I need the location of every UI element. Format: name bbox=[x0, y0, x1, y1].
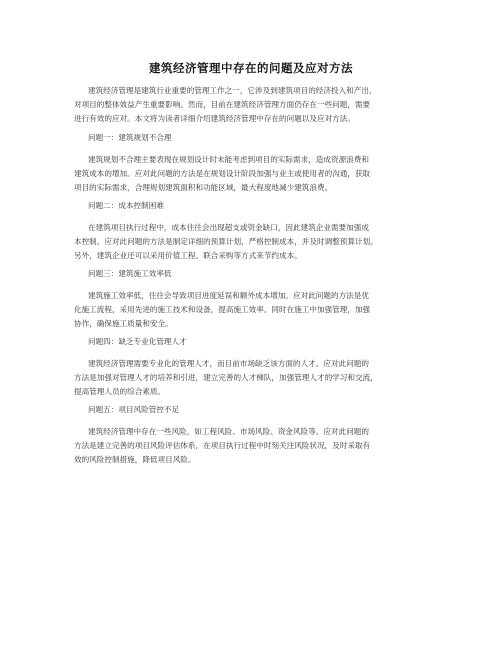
paragraph-line: 建筑成本的增加。应对此问题的方法是在规划设计阶段加强与业主或使用者的沟通，获取 bbox=[74, 169, 371, 178]
section-heading: 问题三：建筑施工效率低 bbox=[88, 269, 172, 278]
section-heading: 问题二：成本控制困难 bbox=[88, 201, 164, 210]
paragraph-line: 在建筑项目执行过程中，成本往往会出现超支或资金缺口，因此建筑企业需要加强成 bbox=[88, 223, 369, 232]
section-4-body bbox=[74, 357, 444, 399]
paragraph-line: 建筑施工效率低，往往会导致项目进度延误和额外成本增加。应对此问题的方法是优 bbox=[88, 291, 369, 300]
paragraph-line: 建筑经济管理是建筑行业重要的管理工作之一，它涉及到建筑项目的经济投入和产出， bbox=[88, 86, 377, 95]
paragraph-line: 本控制。应对此问题的方法是制定详细的预算计划，严格控制成本，并及时调整预算计划。 bbox=[74, 237, 378, 246]
paragraph-line: 协作，确保施工质量和安全。 bbox=[74, 319, 173, 328]
section-3-body bbox=[74, 289, 444, 331]
section-3 bbox=[74, 267, 444, 281]
paragraph-line: 建筑经济管理需要专业化的管理人才，而目前市场缺乏该方面的人才。应对此问题的 bbox=[88, 359, 369, 368]
section-5 bbox=[74, 403, 444, 417]
paragraph-line: 另外，建筑企业还可以采用价值工程、联合采购等方式来节约成本。 bbox=[74, 251, 302, 260]
paragraph-line: 建筑经济管理中存在一些风险，如工程风险、市场风险、资金风险等。应对此问题的 bbox=[88, 427, 369, 436]
paragraph-line: 提高管理人员的综合素质。 bbox=[74, 387, 166, 396]
document-title: 建筑经济管理中存在的问题及应对方法 bbox=[149, 61, 353, 75]
section-2-body bbox=[74, 221, 444, 263]
paragraph-line: 化施工流程，采用先进的施工技术和设备，提高施工效率。同时在施工中加强管理，加强 bbox=[74, 305, 371, 314]
section-2 bbox=[74, 199, 444, 213]
paragraph-line: 建筑规划不合理主要表现在规划设计时未能考虑到项目的实际需求，造成资源浪费和 bbox=[88, 155, 369, 164]
section-heading: 问题四：缺乏专业化管理人才 bbox=[88, 337, 187, 346]
section-1 bbox=[74, 131, 444, 145]
section-1-body bbox=[74, 153, 444, 195]
paragraph-line: 进行有效的应对。本文将为读者详细介绍建筑经济管理中存在的问题以及应对方法。 bbox=[74, 114, 355, 123]
paragraph-line: 对项目的整体效益产生重要影响。然而，目前在建筑经济管理方面仍存在一些问题，需要 bbox=[74, 100, 371, 109]
intro-paragraph bbox=[74, 84, 444, 126]
section-heading: 问题一：建筑规划不合理 bbox=[88, 133, 172, 142]
paragraph-line: 方法是建立完善的项目风险评估体系，在项目执行过程中时刻关注风险状况，及时采取有 bbox=[74, 441, 371, 450]
section-5-body bbox=[74, 425, 444, 467]
section-4 bbox=[74, 335, 444, 349]
section-heading: 问题五：项目风险管控不足 bbox=[88, 405, 180, 414]
paragraph-line: 项目的实际需求，合理规划建筑面积和功能区域，最大程度地减少建筑浪费。 bbox=[74, 183, 333, 192]
paragraph-line: 效的风险控制措施，降低项目风险。 bbox=[74, 455, 196, 464]
paragraph-line: 方法是加强对管理人才的培养和引进，建立完善的人才梯队，加强管理人才的学习和交流， bbox=[74, 373, 378, 382]
